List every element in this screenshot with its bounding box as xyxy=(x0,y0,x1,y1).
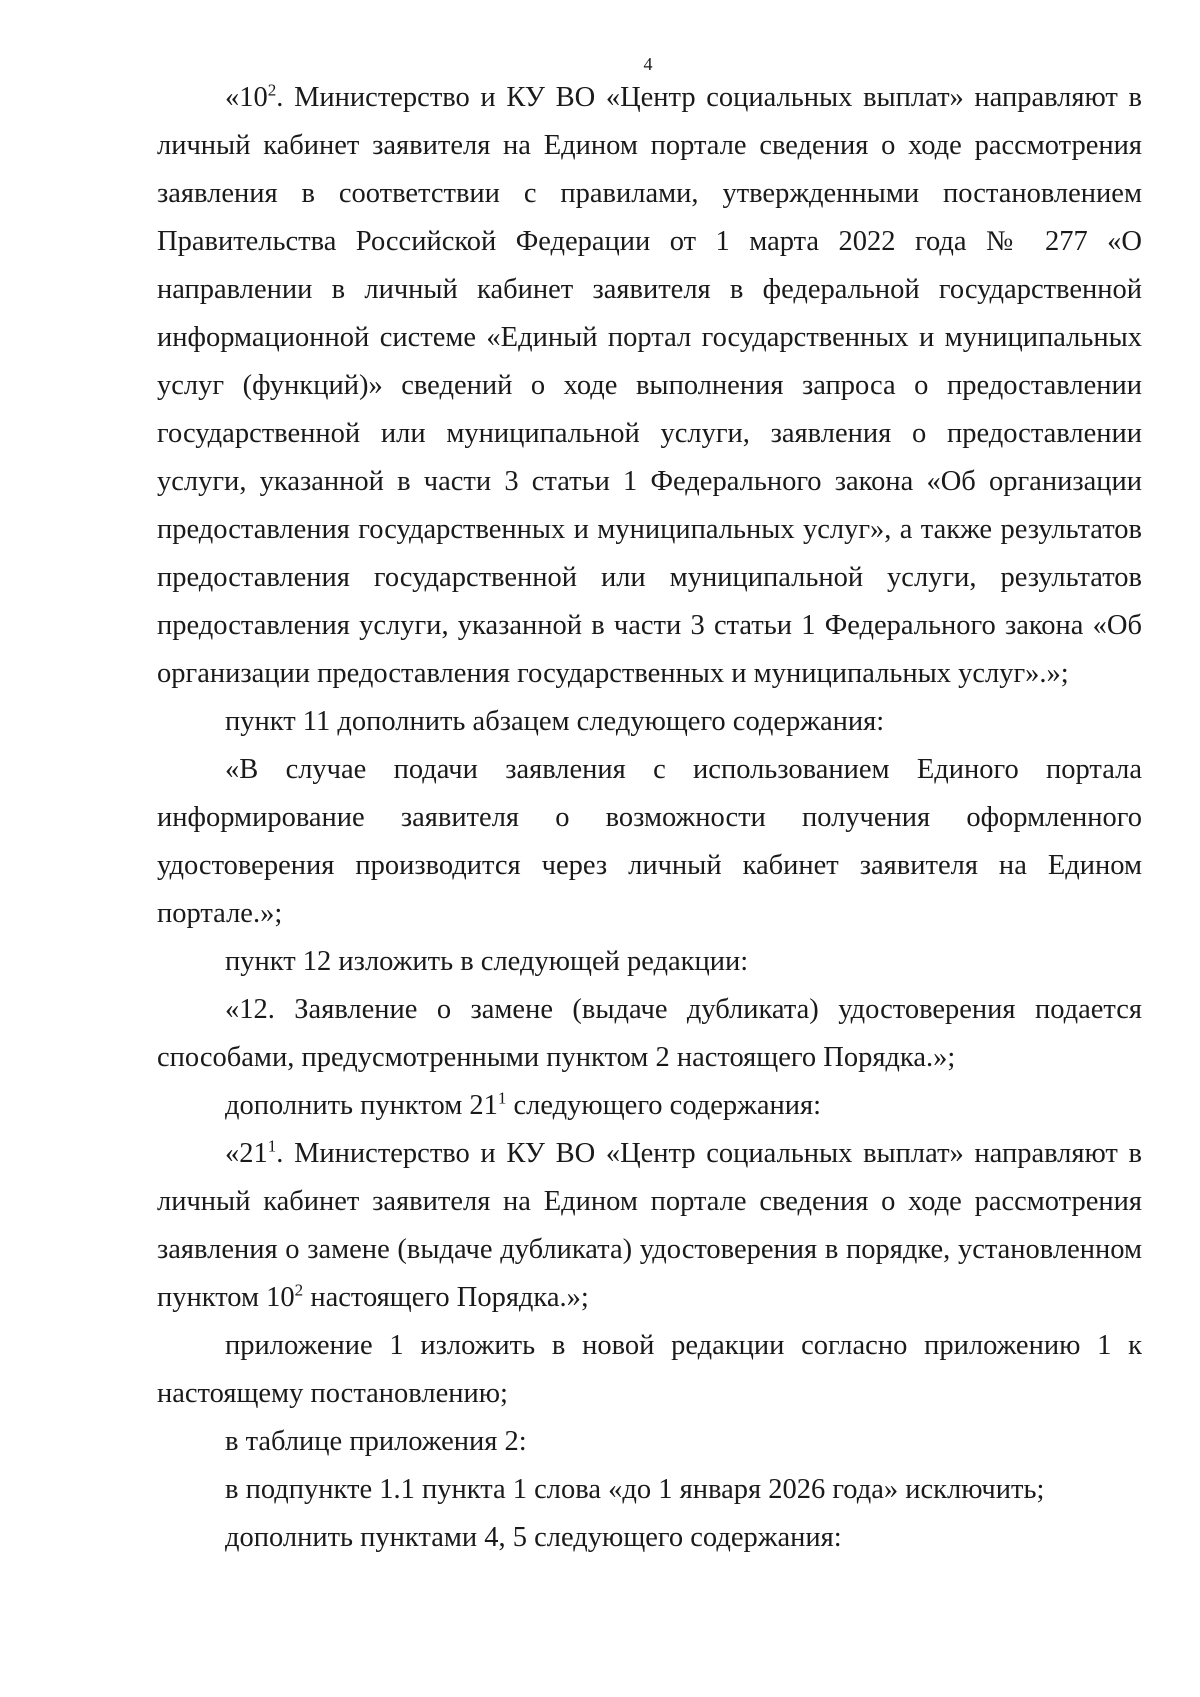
paragraph-text: следующего содержания: xyxy=(506,1090,822,1121)
paragraph-text: «21 xyxy=(225,1138,268,1169)
paragraph-item-12: пункт 12 изложить в следующей редакции: xyxy=(225,946,749,977)
superscript: 1 xyxy=(497,1088,507,1108)
paragraph-table-appendix-2: в таблице приложения 2: xyxy=(225,1426,527,1457)
paragraph-item-11: пункт 11 дополнить абзацем следующего содержания: xyxy=(225,706,885,737)
paragraph-appendix-1: приложение 1 изложить в новой редакции согласно приложению 1 к настоящему постановлению; xyxy=(157,1330,1142,1409)
paragraph-quote-portal: «В случае подачи заявления с использованием Единого портала информирование заявителя о возможности получения оформленного удостоверения производится через личный кабинет заявителя на Едином портале.»; xyxy=(157,754,1142,929)
paragraph-text: дополнить пунктом 21 xyxy=(225,1090,498,1121)
paragraph-subitem-1-1: в подпункте 1.1 пункта 1 слова «до 1 января 2026 года» исключить; xyxy=(225,1474,1045,1505)
paragraph-10-2 xyxy=(157,74,1142,698)
superscript: 2 xyxy=(294,1280,304,1300)
page-number: 4 xyxy=(643,54,653,74)
paragraph-add-21-1 xyxy=(157,1082,1142,1130)
paragraph-add-items-4-5: дополнить пунктами 4, 5 следующего содержания: xyxy=(225,1522,842,1553)
paragraph-21-1 xyxy=(157,1130,1142,1322)
superscript: 2 xyxy=(267,80,277,100)
paragraph-text: . Министерство и КУ ВО «Центр социальных выплат» направляют в личный кабинет заявителя на Едином портале сведения о ходе рассмотрения заявления в соответствии с правилами, утвержденными постановлением Правительства Российской Федерации от 1 марта 2022 года № 277 «О направлении в личный кабинет заявителя в федеральной государственной информационной системе «Единый портал государственных и муниципальных услуг (функций)» сведений о ходе выполнения запроса о предоставлении государственной или муниципальной услуги, заявления о предоставлении услуги, указанной в части 3 статьи 1 Федерального закона «Об организации предоставления государственных и муниципальных услуг», а также результатов предоставления государственной или муниципальной услуги, результатов предоставления услуги, указанной в части 3 статьи 1 Федерального закона «Об организации предоставления государственных и муниципальных услуг».»; xyxy=(157,82,1142,689)
paragraph-text: настоящего Порядка.»; xyxy=(303,1282,589,1313)
document-body xyxy=(157,74,1142,1562)
superscript: 1 xyxy=(267,1136,277,1156)
paragraph-text: . Министерство и КУ ВО «Центр социальных выплат» направляют в личный кабинет заявителя на Едином портале сведения о ходе рассмотрения заявления о замене (выдаче дубликата) удостоверения в порядке, установленном пунктом 10 xyxy=(157,1138,1142,1313)
paragraph-text: «10 xyxy=(225,82,268,113)
paragraph-quote-12: «12. Заявление о замене (выдаче дубликата) удостоверения подается способами, предусмотренными пунктом 2 настоящего Порядка.»; xyxy=(157,994,1142,1073)
